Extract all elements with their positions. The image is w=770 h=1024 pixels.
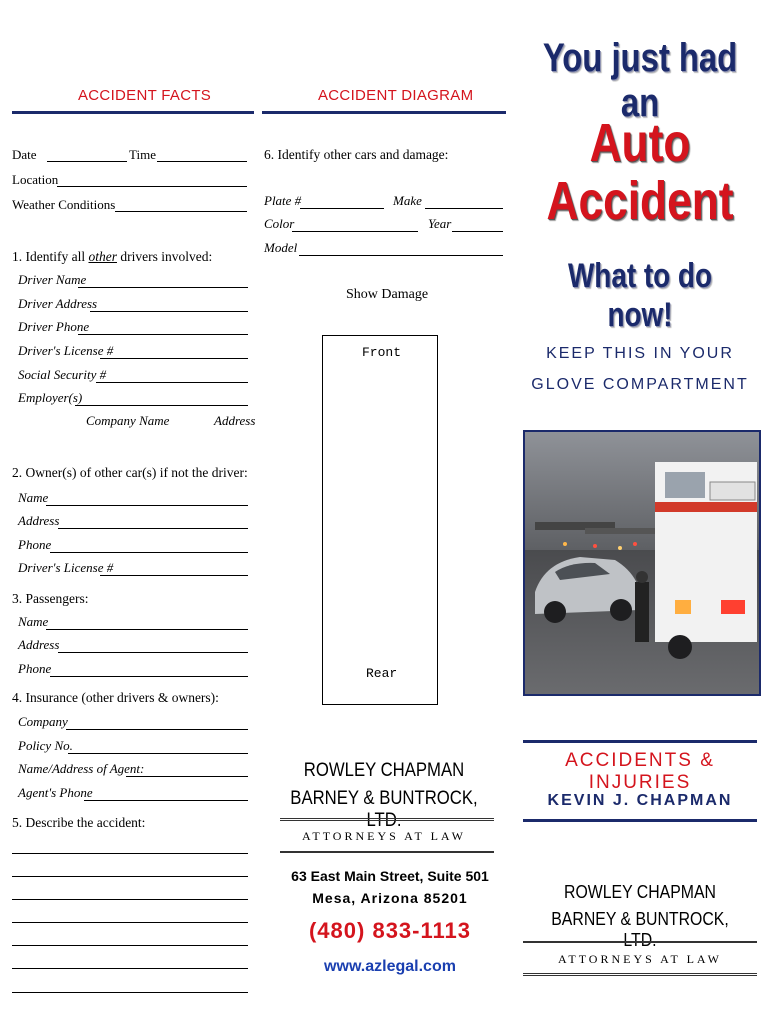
firm-rule-top-middle <box>280 818 494 821</box>
q1-heading <box>12 249 212 265</box>
social-security-field[interactable] <box>96 382 248 383</box>
damage-diagram-box[interactable] <box>322 335 438 705</box>
agent-label: Name/Address of Agent: <box>18 761 145 776</box>
driver-address-label: Driver Address <box>18 296 98 311</box>
firm-name-middle <box>262 760 506 832</box>
insurance-company-label: Company <box>18 714 68 729</box>
owner-phone-label: Phone <box>18 537 52 552</box>
describe-line-1[interactable] <box>12 853 248 854</box>
date-field[interactable] <box>47 161 127 162</box>
passenger-name-label: Name <box>18 614 49 629</box>
attorneys-middle: ATTORNEYS AT LAW <box>302 829 466 843</box>
firm-line1: ROWLEY CHAPMAN <box>303 760 465 781</box>
describe-line-6[interactable] <box>12 968 248 969</box>
date-label: Date <box>12 147 37 162</box>
show-damage-label: Show Damage <box>346 287 429 302</box>
color-field[interactable] <box>292 231 418 232</box>
driver-name-field[interactable] <box>78 287 248 288</box>
q2-heading: 2. Owner(s) of other car(s) if not the driver: <box>12 465 248 480</box>
make-field[interactable] <box>425 208 503 209</box>
owner-license-label: Driver's License # <box>18 560 114 575</box>
front-label: Front <box>362 345 402 360</box>
plate-field[interactable] <box>300 208 384 209</box>
weather-field[interactable] <box>115 211 247 212</box>
firm-right-line1: ROWLEY CHAPMAN <box>564 882 716 902</box>
accident-facts-title: ACCIDENT FACTS <box>78 87 212 104</box>
accidents-injuries: ACCIDENTS & INJURIES <box>565 750 715 793</box>
headline-auto: Auto <box>589 113 691 173</box>
agent-phone-field[interactable] <box>84 800 248 801</box>
employer-label: Employer(s) <box>18 390 83 405</box>
insurance-company-field[interactable] <box>66 729 248 730</box>
owner-name-label: Name <box>18 490 49 505</box>
policy-no-field[interactable] <box>68 753 248 754</box>
company-name-caption: Company Name <box>86 413 170 428</box>
year-label: Year <box>428 216 452 231</box>
keep-line1: KEEP THIS IN YOUR <box>546 345 734 362</box>
accident-photo <box>523 430 761 696</box>
driver-name-label: Driver Name <box>18 272 87 287</box>
headline-accident: Accident <box>546 171 734 231</box>
accident-diagram-title: ACCIDENT DIAGRAM <box>318 87 474 104</box>
describe-line-7[interactable] <box>12 992 248 993</box>
year-field[interactable] <box>452 231 503 232</box>
employer-field[interactable] <box>75 405 248 406</box>
passenger-phone-label: Phone <box>18 661 52 676</box>
policy-no-label: Policy No. <box>18 738 73 753</box>
firm-rule-bottom-middle <box>280 851 494 853</box>
accident-facts-rule <box>12 111 254 114</box>
passenger-phone-field[interactable] <box>50 676 248 677</box>
make-label: Make <box>393 193 422 208</box>
owner-phone-field[interactable] <box>50 552 248 553</box>
accident-photo-image <box>525 432 759 694</box>
q1-other: other <box>88 249 117 264</box>
weather-label: Weather Conditions <box>12 197 116 212</box>
q5-heading: 5. Describe the accident: <box>12 815 146 830</box>
agent-field[interactable] <box>126 776 248 777</box>
owner-license-field[interactable] <box>100 575 248 576</box>
describe-line-3[interactable] <box>12 899 248 900</box>
rear-label: Rear <box>366 666 398 681</box>
time-field[interactable] <box>157 161 247 162</box>
accidents-rule-top <box>523 740 757 743</box>
address-line2: Mesa, Arizona 85201 <box>312 890 468 906</box>
q1-text: 1. Identify all <box>12 249 86 264</box>
address-caption: Address <box>214 413 256 428</box>
agent-phone-label: Agent's Phone <box>18 785 93 800</box>
headline-you-just-had: You just had an <box>542 36 738 125</box>
describe-line-2[interactable] <box>12 876 248 877</box>
describe-line-5[interactable] <box>12 945 248 946</box>
address-line1: 63 East Main Street, Suite 501 <box>291 868 489 884</box>
driver-phone-label: Driver Phone <box>18 319 90 334</box>
passenger-address-field[interactable] <box>58 652 248 653</box>
owner-name-field[interactable] <box>46 505 248 506</box>
firm-line2: BARNEY & BUNTROCK, LTD. <box>290 788 478 831</box>
accidents-rule-bottom <box>523 819 757 822</box>
phone-number: (480) 833-1113 <box>308 918 472 943</box>
plate-label: Plate # <box>264 193 302 208</box>
passenger-address-label: Address <box>18 637 60 652</box>
model-field[interactable] <box>299 255 503 256</box>
color-label: Color <box>264 216 295 231</box>
drivers-license-field[interactable] <box>100 358 248 359</box>
firm-rule-top-right <box>523 941 757 943</box>
owner-address-label: Address <box>18 513 60 528</box>
attorneys-right: ATTORNEYS AT LAW <box>558 952 722 966</box>
q3-heading: 3. Passengers: <box>12 591 89 606</box>
firm-rule-bottom-right <box>523 973 757 976</box>
q1-rest: drivers involved: <box>120 249 213 264</box>
driver-address-field[interactable] <box>90 311 248 312</box>
headline-what-to-do: What to do now! <box>567 257 713 334</box>
social-security-label: Social Security # <box>18 367 107 382</box>
location-label: Location <box>12 172 59 187</box>
driver-phone-field[interactable] <box>78 334 248 335</box>
website-link[interactable]: www.azlegal.com <box>324 958 456 975</box>
owner-address-field[interactable] <box>58 528 248 529</box>
model-label: Model <box>264 240 298 255</box>
firm-right-line2: BARNEY & BUNTROCK, LTD. <box>551 909 729 950</box>
attorney-name: KEVIN J. CHAPMAN <box>547 792 733 809</box>
keep-line2: GLOVE COMPARTMENT <box>531 376 749 393</box>
time-label: Time <box>129 147 156 162</box>
location-field[interactable] <box>57 186 247 187</box>
passenger-name-field[interactable] <box>46 629 248 630</box>
drivers-license-label: Driver's License # <box>18 343 114 358</box>
q6-heading: 6. Identify other cars and damage: <box>264 147 449 162</box>
q4-heading: 4. Insurance (other drivers & owners): <box>12 690 219 705</box>
accident-diagram-rule <box>262 111 506 114</box>
describe-line-4[interactable] <box>12 922 248 923</box>
